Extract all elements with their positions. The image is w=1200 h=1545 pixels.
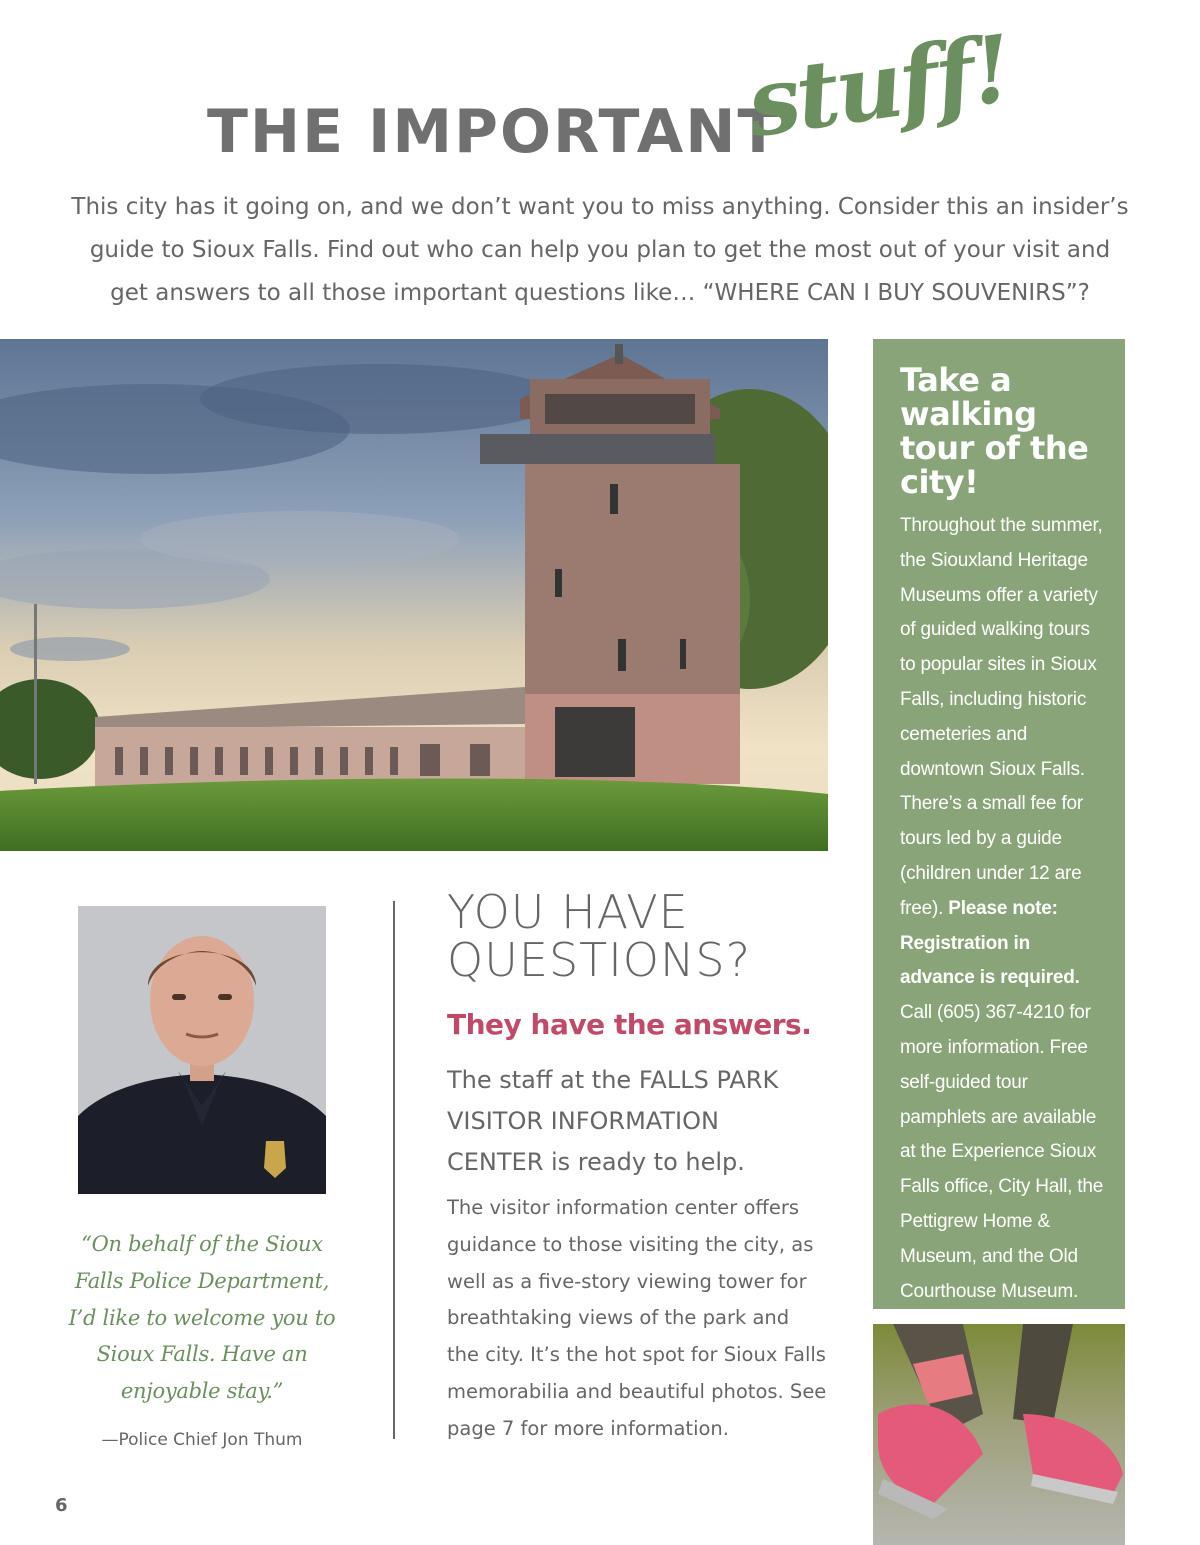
questions-subheading: They have the answers. bbox=[447, 1008, 812, 1041]
intro-paragraph: This city has it going on, and we don’t want you to miss anything. Consider this an insider’s guide to Sioux Falls. Find out who can help you plan to get the most out of your visit and get answers to all those important questions like… “WHERE CAN I BUY SOUVENIRS”? bbox=[71, 194, 1129, 306]
sidebar-body bbox=[900, 509, 1105, 1309]
walking-shoes-photo bbox=[873, 1324, 1125, 1545]
page-title bbox=[0, 14, 1200, 170]
chief-welcome-quote: “On behalf of the Sioux Falls Police Department, I’d like to welcome you to Sioux Falls. Have an enjoyable stay.” bbox=[68, 1232, 336, 1404]
sidebar-body-contact: Call (605) 367-4210 for more information. Free self-guided tour pamphlets are available at the Experience Sioux Falls office, City Hall, the Pettigrew Home & Museum, and the Old Courthouse Museum. bbox=[900, 1002, 1104, 1302]
police-chief-photo bbox=[78, 906, 326, 1194]
sidebar-note: Please note: Registration in advance is required. bbox=[900, 897, 1080, 989]
title-main: THE IMPORTANT bbox=[207, 97, 781, 167]
visitor-center-tower-photo bbox=[0, 339, 828, 851]
walking-tour-sidebar bbox=[873, 339, 1125, 1309]
questions-heading-text: YOU HAVE QUESTIONS? bbox=[447, 885, 752, 987]
sidebar-body-text: Throughout the summer, the Siouxland Heritage Museums offer a variety of guided walking tours to popular sites in Sioux Falls, including historic cemeteries and downtown Sioux Falls. There’s a small fee for tours led by a guide (children under 12 are free). bbox=[900, 515, 1103, 919]
page-number: 6 bbox=[55, 1495, 68, 1516]
quote-attribution: —Police Chief Jon Thum bbox=[101, 1430, 303, 1450]
questions-lead: The staff at the FALLS PARK VISITOR INFORMATION CENTER is ready to help. bbox=[447, 1066, 779, 1176]
sidebar-title: Take a walking tour of the city! bbox=[900, 361, 1089, 501]
column-divider bbox=[393, 901, 395, 1439]
questions-heading bbox=[447, 885, 807, 987]
title-script: stuff! bbox=[740, 14, 1017, 158]
questions-body: The visitor information center offers guidance to those visiting the city, as well as a five-story viewing tower for breathtaking views of the park and the city. It’s the hot spot for Sioux Falls memorabilia and beautiful photos. See page 7 for more information. bbox=[447, 1196, 827, 1440]
